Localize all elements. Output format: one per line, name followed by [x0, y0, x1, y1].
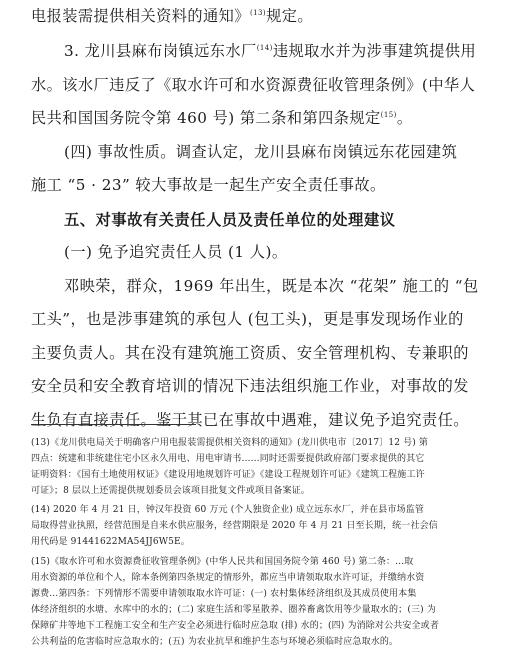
footnote-15-line-2: 用水资源的单位和个人，除本条例第四条规定的情形外，都应当申请领取取水许可证，并缴纳水资	[31, 573, 425, 583]
footnote-14-line-2: 局取得营业执照，经营范围是自来水供应服务，经营期限是 2020 年 4 月 21 日至长期，统一社会信	[31, 521, 438, 531]
body-line-6: 施工 “5 · 23” 较大事故是一起生产安全责任事故。	[31, 176, 386, 194]
footnote-15-line-1: (15)《取水许可和水资源费征收管理条例》(中华人民共和国国务院令第 460 号) 第二条：…取	[31, 557, 414, 567]
footnote-14-line-3: 用代码是 91441622MA54JJ6W5E。	[31, 537, 190, 547]
section-heading: 五、对事故有关责任人员及责任单位的处理建议	[64, 211, 396, 229]
footnote-ref-15[interactable]: (15)	[380, 111, 397, 119]
subsection-heading: (一) 免予追究责任人员 (1 人)。	[64, 243, 288, 261]
body-line-3: 水。该水厂违反了《取水许可和水资源费征收管理条例》(中华人	[31, 76, 476, 94]
body-line-5: (四) 事故性质。调查认定，龙川县麻布岗镇远东花园建筑	[64, 143, 458, 161]
footnote-15-line-5: 保障矿井等地下工程施工安全和生产安全必须进行临时应急取 (排) 水的；(四) 为消除对公共安全或者	[31, 621, 439, 631]
body-line-8: 邓映荣，群众，1969 年出生，既是本次 “花架” 施工的 “包	[64, 277, 479, 295]
footnote-13-line-1: (13)《龙川供电局关于明确客户用电报装需提供相关资料的通知》(龙川供电市〔2017〕12 号) 第	[31, 438, 429, 448]
footnote-14-line-1: (14) 2020 年 4 月 21 日，钟汉年投资 60 万元 (个人独资企业) 成立远东水厂，并在县市场监管	[31, 505, 425, 515]
body-line-2: 3. 龙川县麻布岗镇远东水厂$^{(14)}$违规取水并为涉事建筑提供用	[64, 42, 477, 60]
body-line-4: 民共和国国务院令第 460 号) 第二条和第四条规定$^{(15)}$。	[31, 109, 413, 127]
footnote-13-line-2: 四点：统建和非统建住宅小区永久用电、用电审请书……同时还需要提供政府部门要求提供的其它	[31, 454, 425, 464]
footnote-15-line-4: 体经济组织的水塘、水库中的水的；(二) 家庭生活和零星散养、圈养畜禽饮用等少量取水的；(三) 为	[31, 605, 436, 615]
footnote-13-line-3: 证明资料：《国有土地使用权证》《建设用地规划许可证》《建设工程规划许可证》《建筑工程施工许	[31, 470, 425, 480]
body-line-1: 电报装需提供相关资料的通知》$^{(13)}$规定。	[31, 7, 314, 25]
body-line-12: 生负有直接责任。鉴于其已在事故中遇难，建议免予追究责任。	[31, 411, 469, 429]
footnote-15-line-3: 源费…第四条：下列情形不需要申请领取取水许可证：(一) 农村集体经济组织及其成员使用本集	[31, 589, 417, 599]
footnote-ref-13[interactable]: (13)	[249, 9, 267, 17]
footnote-15-line-6: 公共利益的危害临时应急取水的；(五) 为农业抗旱和维护生态与环境必须临时应急取水的。	[31, 637, 399, 647]
body-line-11: 安全员和安全教育培训的情况下违法组织施工作业，对事故的发	[31, 377, 469, 395]
body-line-10: 主要负责人。其在没有建筑施工资质、安全管理机构、专兼职的	[31, 344, 469, 362]
footnote-ref-14[interactable]: (14)	[256, 44, 273, 52]
footnote-separator	[31, 424, 196, 425]
footnote-13-line-4: 可证》；8 层以上还需提供规划委员会该项目批复文件或项目备案证。	[31, 486, 310, 496]
body-line-9: 工头”，也是涉事建筑的承包人 (包工头)，更是事发现场作业的	[31, 310, 464, 328]
